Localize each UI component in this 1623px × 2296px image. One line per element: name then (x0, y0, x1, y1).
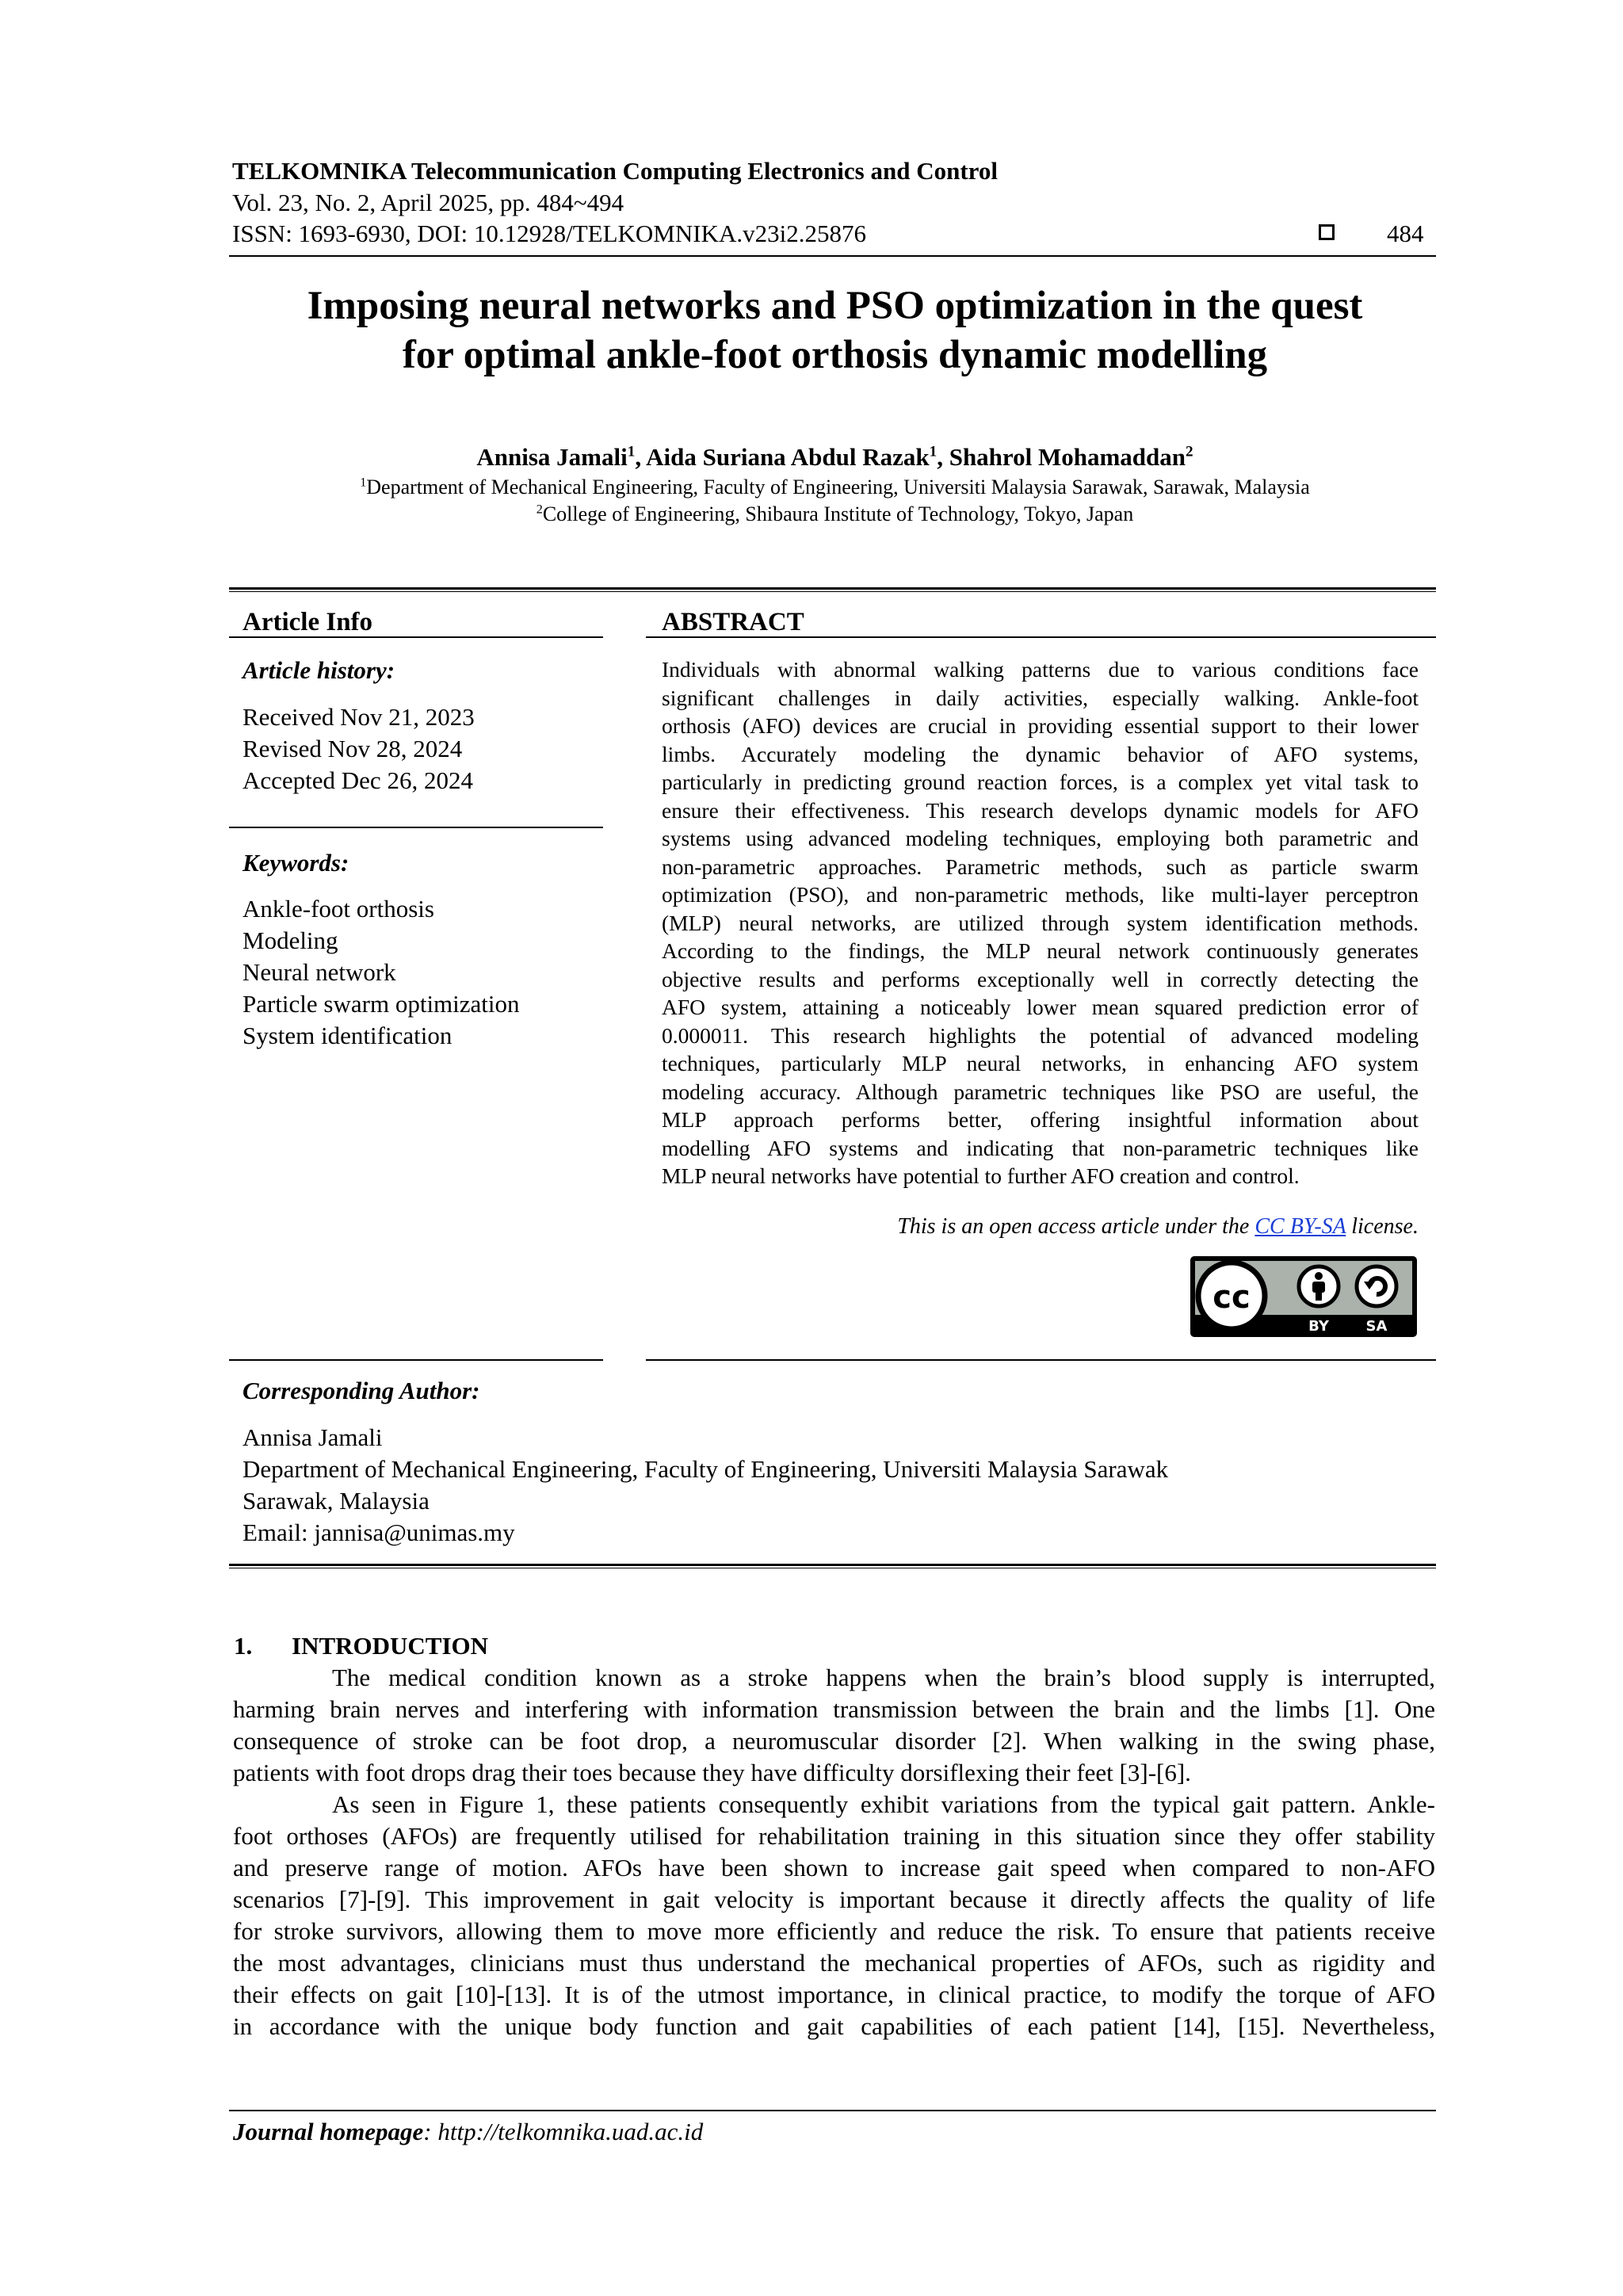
abstract-line: particularly in predicting ground reaction forces, is a complex yet vital task to (662, 770, 1419, 794)
corresponding-author-location: Sarawak, Malaysia (242, 1487, 430, 1515)
open-access-note (662, 1213, 1419, 1241)
received-date: Received Nov 21, 2023 (242, 703, 475, 731)
by-label: BY (1308, 1318, 1329, 1335)
author-list (198, 441, 1472, 473)
abstract-bottom-divider (646, 1359, 1436, 1361)
abstract-line: AFO system, attaining a noticeably lower mean squared prediction error of (662, 995, 1419, 1019)
intro-line: As seen in Figure 1, these patients consequently exhibit variations from the typical gait pattern. Ankle- (332, 1790, 1435, 1818)
cc-by-sa-badge[interactable] (1190, 1256, 1417, 1337)
author-2-affil-mark: 1 (929, 443, 938, 460)
abstract-line: (MLP) neural networks, are utilized through system identification methods. (662, 910, 1419, 935)
keyword-item: Ankle-foot orthosis (242, 895, 434, 923)
intro-line: their effects on gait [10]-[13]. It is of the utmost importance, in clinical practice, to modify the torque of AFO (233, 1981, 1435, 2008)
author-1-affil-mark: 1 (627, 443, 636, 460)
abstract-line: According to the findings, the MLP neural network continuously generates (662, 938, 1419, 963)
title-line-2: for optimal ankle-foot orthosis dynamic modelling (402, 333, 1268, 377)
affiliation-1 (198, 474, 1472, 501)
abstract-line: modelling AFO systems and indicating that non-parametric techniques like (662, 1135, 1419, 1160)
open-access-prefix: This is an open access article under the (897, 1214, 1255, 1239)
author-2: , Aida Suriana Abdul Razak (635, 443, 930, 471)
title-line-1: Imposing neural networks and PSO optimization in the quest (307, 284, 1363, 328)
intro-line: foot orthoses (AFOs) are frequently utilised for rehabilitation training in this situation since they offer stability (233, 1822, 1435, 1850)
cc-icon (1198, 1263, 1265, 1329)
share-alike-icon (1357, 1266, 1396, 1306)
abstract-underline (646, 636, 1436, 638)
intro-line: patients with foot drops drag their toes because they have difficulty dorsiflexing their feet [3]-[6]. (233, 1759, 1191, 1786)
abstract-line: limbs. Accurately modeling the dynamic behavior of AFO systems, (662, 741, 1419, 766)
intro-paragraph-1 (233, 1662, 1435, 1789)
affiliation-2 (198, 501, 1472, 528)
revised-date: Revised Nov 28, 2024 (242, 735, 463, 762)
header-divider (229, 255, 1436, 257)
journal-homepage (233, 2116, 703, 2148)
intro-paragraph-2 (233, 1789, 1435, 2042)
intro-heading: INTRODUCTION (292, 1632, 489, 1660)
info-top-divider (229, 587, 1436, 592)
abstract-heading: ABSTRACT (662, 608, 804, 636)
abstract-body (662, 655, 1419, 1190)
article-info-heading: Article Info (242, 608, 373, 636)
abstract-line: orthosis (AFO) devices are crucial in providing essential support to their lower (662, 713, 1419, 738)
abstract-line: ensure their effectiveness. This research develops dynamic models for AFO (662, 797, 1419, 823)
sa-label: SA (1365, 1318, 1388, 1335)
open-access-suffix: license. (1346, 1214, 1419, 1239)
keywords-divider (229, 827, 603, 828)
abstract-line: systems using advanced modeling techniques, employing both parametric and (662, 826, 1419, 850)
corresponding-author-email: Email: jannisa@unimas.my (242, 1519, 515, 1546)
abstract-line: MLP neural networks have potential to further AFO creation and control. (662, 1163, 1300, 1188)
corresponding-author-dept: Department of Mechanical Engineering, Faculty of Engineering, Universiti Malaysia Sarawak (242, 1455, 1169, 1483)
abstract-line: objective results and performs exceptionally well in correctly detecting the (662, 966, 1419, 991)
license-link[interactable]: CC BY-SA (1254, 1214, 1346, 1239)
keyword-item: Modeling (242, 926, 338, 954)
intro-line: scenarios [7]-[9]. This improvement in gait velocity is important because it directly affects the quality of life (233, 1885, 1435, 1913)
cc-by-sa-badge-graphic (1190, 1256, 1417, 1337)
affiliation-2-mark: 2 (536, 502, 543, 517)
volume-info: Vol. 23, No. 2, April 2025, pp. 484~494 (232, 189, 624, 216)
intro-line: for stroke survivors, allowing them to move more efficiently and reduce the risk. To ensure that patients receive (233, 1917, 1435, 1945)
journal-name: TELKOMNIKA Telecommunication Computing Electronics and Control (232, 157, 998, 185)
author-3: , Shahrol Mohamaddan (937, 443, 1186, 471)
journal-homepage-url[interactable]: : http://telkomnika.uad.ac.id (423, 2118, 704, 2145)
author-3-affil-mark: 2 (1186, 443, 1193, 460)
abstract-line: significant challenges in daily activities, especially walking. Ankle-foot (662, 685, 1419, 710)
intro-line: consequence of stroke can be foot drop, a neuromuscular disorder [2]. When walking in the swing phase, (233, 1727, 1435, 1755)
accepted-date: Accepted Dec 26, 2024 (242, 766, 473, 794)
footer-divider (229, 2110, 1436, 2111)
keyword-item: Particle swarm optimization (242, 990, 520, 1018)
square-bullet-icon (1319, 224, 1335, 240)
article-info-underline (229, 636, 603, 638)
abstract-line: 0.000011. This research highlights the potential of advanced modeling (662, 1022, 1419, 1048)
attribution-icon (1299, 1266, 1338, 1306)
author-1: Annisa Jamali (476, 443, 628, 471)
keyword-item: Neural network (242, 958, 396, 986)
keywords-label: Keywords: (242, 849, 349, 877)
affiliation-2-text: College of Engineering, Shibaura Institute of Technology, Tokyo, Japan (542, 502, 1134, 525)
page-number: 484 (1387, 220, 1424, 247)
intro-line: The medical condition known as a stroke happens when the brain’s blood supply is interrupted, (332, 1664, 1435, 1691)
paper-title (198, 281, 1472, 380)
intro-line: in accordance with the unique body function and gait capabilities of each patient [14], [15]. Nevertheless, (233, 2012, 1435, 2040)
abstract-line: modeling accuracy. Although parametric techniques like PSO are useful, the (662, 1079, 1419, 1104)
intro-number: 1. (234, 1632, 253, 1660)
affiliation-1-mark: 1 (360, 476, 367, 490)
intro-line: the most advantages, clinicians must thus understand the mechanical properties of AFOs, such as rigidity and (233, 1949, 1435, 1977)
article-info-bottom-divider (229, 1359, 603, 1361)
abstract-line: optimization (PSO), and non-parametric methods, like multi-layer perceptron (662, 882, 1419, 907)
intro-line: harming brain nerves and interfering with information transmission between the brain and the limbs [1]. One (233, 1695, 1435, 1723)
keyword-item: System identification (242, 1022, 453, 1049)
issn-doi: ISSN: 1693-6930, DOI: 10.12928/TELKOMNIKA.v23i2.25876 (232, 220, 866, 247)
intro-line: and preserve range of motion. AFOs have been shown to increase gait speed when compared to non-AFO (233, 1854, 1435, 1881)
article-history-label: Article history: (242, 656, 395, 684)
corresponding-author-name: Annisa Jamali (242, 1423, 383, 1451)
info-bottom-divider (229, 1564, 1436, 1568)
abstract-line: non-parametric approaches. Parametric methods, such as particle swarm (662, 854, 1419, 879)
journal-homepage-label: Journal homepage (233, 2118, 424, 2145)
abstract-line: Individuals with abnormal walking patterns due to various conditions face (662, 657, 1419, 682)
corresponding-author-label: Corresponding Author: (242, 1377, 480, 1404)
abstract-line: MLP approach performs better, offering insightful information about (662, 1107, 1419, 1132)
keywords-list (242, 893, 520, 1052)
cc-icon-label: cc (1212, 1279, 1251, 1316)
article-history-list (242, 701, 475, 797)
affiliation-1-text: Department of Mechanical Engineering, Faculty of Engineering, Universiti Malaysia Sarawak, Sarawak, Malaysia (366, 476, 1310, 499)
abstract-line: techniques, particularly MLP neural networks, in enhancing AFO system (662, 1051, 1419, 1075)
corresponding-author-details (242, 1422, 1168, 1549)
